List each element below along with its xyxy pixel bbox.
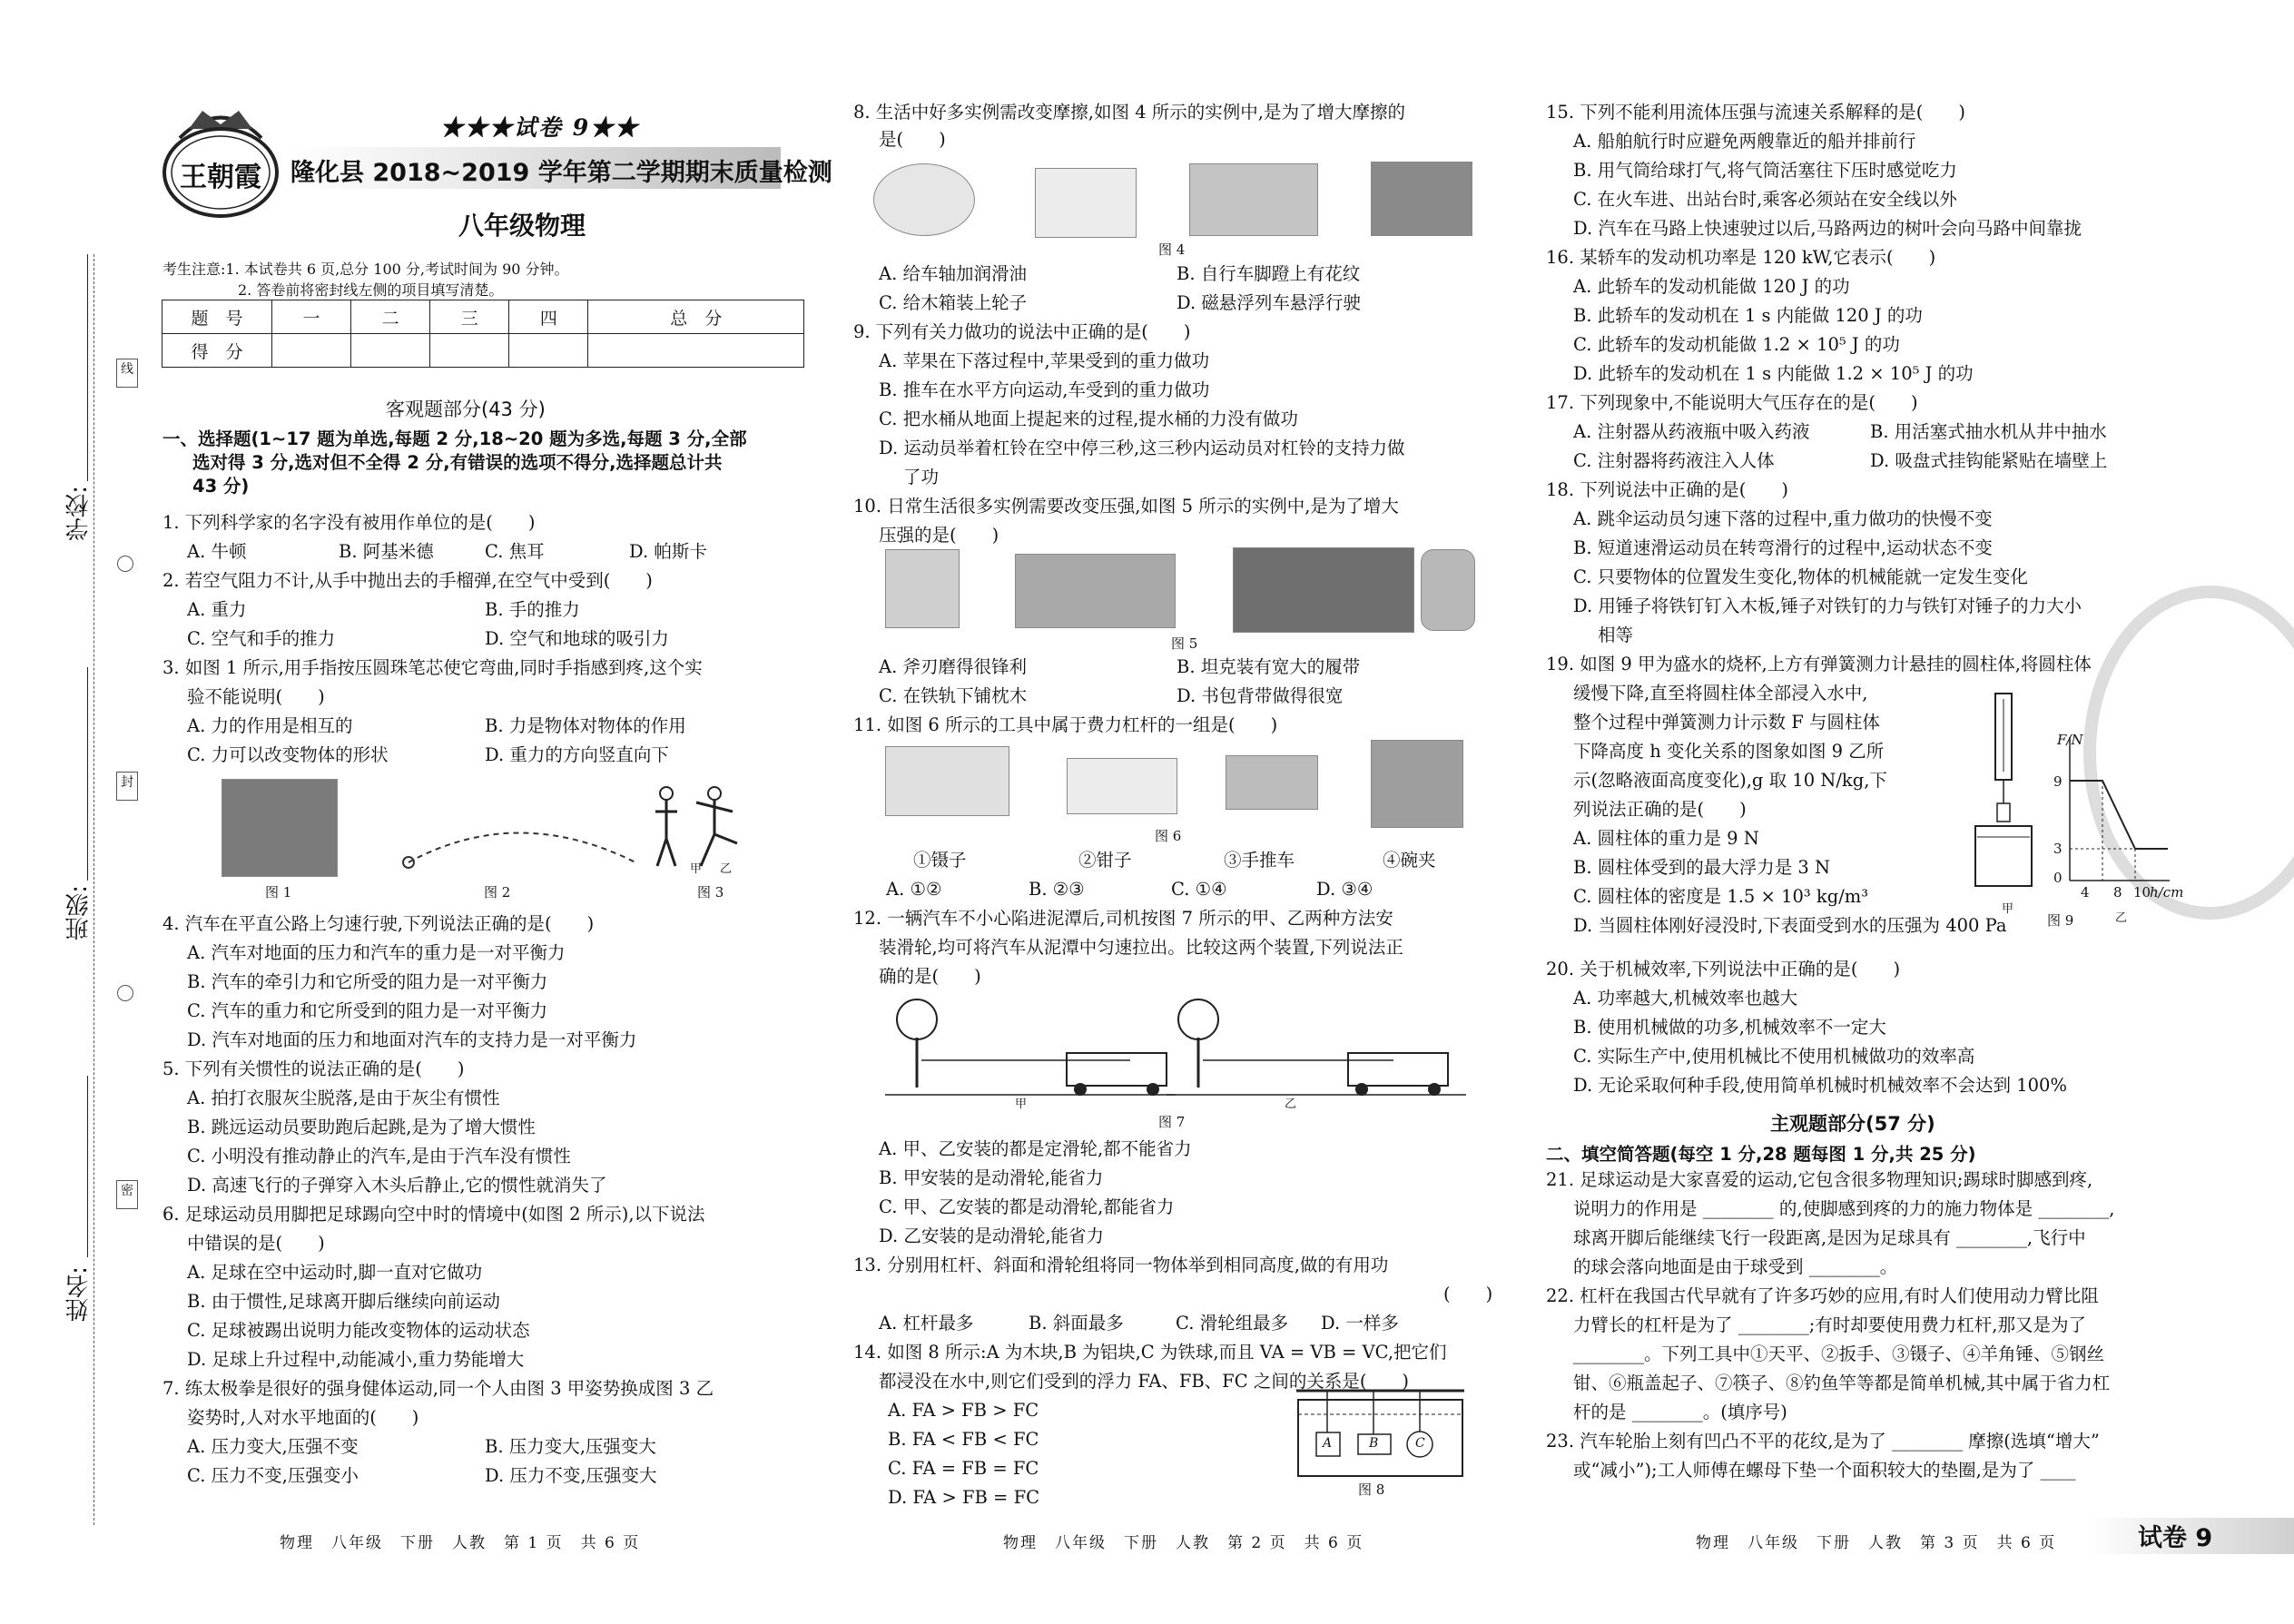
question-19: 列说法正确的是( ) xyxy=(1573,799,1747,820)
question-5: 5. 下列有关惯性的说法正确的是( ) xyxy=(162,1058,465,1079)
question-21[interactable]: 的球会落向地面是由于球受到 ________。 xyxy=(1573,1256,1898,1277)
q8-option[interactable]: B. 自行车脚蹬上有花纹 xyxy=(1177,263,1361,284)
q4-option[interactable]: B. 汽车的牵引力和它所受的阻力是一对平衡力 xyxy=(187,971,548,992)
score-cell[interactable] xyxy=(430,334,509,368)
q3-option[interactable]: B. 力是物体对物体的作用 xyxy=(485,715,686,736)
figure-6-bowl-clip xyxy=(1371,740,1463,828)
q7-option[interactable]: B. 压力变大,压强变大 xyxy=(485,1436,656,1457)
figure-5-rails xyxy=(1233,547,1414,633)
q5-option[interactable]: D. 高速飞行的子弹穿入木头后静止,它的惯性就消失了 xyxy=(187,1175,607,1196)
name-field[interactable] xyxy=(87,1076,88,1257)
question-14: 14. 如图 8 所示:A 为木块,B 为铝块,C 为铁球,而且 VA = VB = VC,把它们 xyxy=(853,1342,1447,1363)
question-22[interactable]: 力臂长的杠杆是为了 ________;有时却要使用费力杠杆,那又是为了 xyxy=(1573,1314,2086,1335)
figure-3-caption: 图 3 xyxy=(697,884,724,901)
figure-8-label-c: C xyxy=(1415,1436,1425,1451)
q14-option[interactable]: A. FA > FB > FC xyxy=(888,1400,1039,1421)
class-field[interactable] xyxy=(87,667,88,881)
page-footer-3: 物理 八年级 下册 人教 第 3 页 共 6 页 xyxy=(1696,1534,2057,1552)
question-17: 17. 下列现象中,不能说明大气压存在的是( ) xyxy=(1546,392,1918,413)
question-10: 10. 日常生活很多实例需要改变压强,如图 5 所示的实例中,是为了增大 xyxy=(853,496,1399,517)
q19-option[interactable]: D. 当圆柱体刚好浸没时,下表面受到水的压强为 400 Pa xyxy=(1573,915,2007,936)
q9-option-cont: 了功 xyxy=(903,467,940,487)
q20-option[interactable]: D. 无论采取何种手段,使用简单机械时机械效率不会达到 100% xyxy=(1573,1075,2067,1096)
q4-option[interactable]: A. 汽车对地面的压力和汽车的重力是一对平衡力 xyxy=(187,942,566,963)
score-table xyxy=(162,300,804,368)
q11-tool: ③手推车 xyxy=(1224,850,1295,871)
figure-1-photo xyxy=(222,779,338,877)
figure-5-backpack xyxy=(1421,549,1475,631)
question-19: 下降高度 h 变化关系的图象如图 9 乙所 xyxy=(1573,741,1885,762)
binding-hole xyxy=(117,985,133,1001)
score-cell[interactable] xyxy=(509,334,588,368)
figure-9-sub-b: 乙 xyxy=(2115,911,2128,925)
brand-logo xyxy=(153,102,289,229)
q2-option[interactable]: C. 空气和手的推力 xyxy=(187,628,336,649)
question-18: 18. 下列说法中正确的是( ) xyxy=(1546,479,1788,500)
question-12: 装滑轮,均可将汽车从泥潭中匀速拉出。比较这两个装置,下列说法正 xyxy=(879,937,1403,958)
q11-option[interactable]: B. ②③ xyxy=(1029,879,1085,900)
question-16: 16. 某轿车的发动机功率是 120 kW,它表示( ) xyxy=(1546,247,1936,268)
q19-option[interactable]: B. 圆柱体受到的最大浮力是 3 N xyxy=(1573,857,1831,878)
figure-2-drawing xyxy=(390,812,645,876)
question-6: 中错误的是( ) xyxy=(187,1233,325,1254)
score-cell[interactable] xyxy=(272,334,351,368)
q12-option[interactable]: B. 甲安装的是动滑轮,能省力 xyxy=(879,1167,1104,1188)
q16-option[interactable]: A. 此轿车的发动机能做 120 J 的功 xyxy=(1573,276,1850,297)
question-13: ( ) xyxy=(1443,1284,1493,1304)
q9-option[interactable]: D. 运动员举着杠铃在空中停三秒,这三秒内运动员对杠铃的支持力做 xyxy=(879,438,1405,458)
q5-option[interactable]: B. 跳远运动员要助跑后起跳,是为了增大惯性 xyxy=(187,1117,536,1137)
q10-option[interactable]: B. 坦克装有宽大的履带 xyxy=(1177,656,1361,677)
figure-9-beaker xyxy=(1970,690,2033,899)
q18-option-cont: 相等 xyxy=(1598,625,1634,645)
notice-1: 考生注意:1. 本试卷共 6 页,总分 100 分,考试时间为 90 分钟。 xyxy=(162,261,569,278)
question-6: 6. 足球运动员用脚把足球踢向空中时的情境中(如图 2 所示),以下说法 xyxy=(162,1204,705,1225)
figure-3-sub-b: 乙 xyxy=(720,862,733,876)
q12-option[interactable]: D. 乙安装的是动滑轮,能省力 xyxy=(879,1225,1105,1246)
q1-option[interactable]: D. 帕斯卡 xyxy=(629,541,707,562)
q13-option[interactable]: A. 杠杆最多 xyxy=(879,1313,974,1334)
figure-9-xtick: 4 xyxy=(2081,884,2090,901)
q12-option[interactable]: C. 甲、乙安装的都是动滑轮,都能省力 xyxy=(879,1196,1175,1217)
question-19: 缓慢下降,直至将圆柱体全部浸入水中, xyxy=(1573,683,1868,704)
figure-9-xtick: 10 xyxy=(2133,884,2151,901)
figure-4-train xyxy=(1371,162,1472,236)
question-23[interactable]: 23. 汽车轮胎上刻有凹凸不平的花纹,是为了 ________ 摩擦(选填“增大” xyxy=(1546,1431,2100,1452)
question-21[interactable]: 说明力的作用是 ________ 的,使脚感到疼的力的施力物体是 ________, xyxy=(1573,1198,2115,1219)
figure-7-sub-b: 乙 xyxy=(1285,1097,1297,1111)
figure-4-caption: 图 4 xyxy=(1158,241,1186,258)
q4-option[interactable]: C. 汽车的重力和它所受到的阻力是一对平衡力 xyxy=(187,1000,548,1021)
score-header: 二 xyxy=(351,300,430,334)
figure-9-ytick: 0 xyxy=(2053,870,2063,886)
q17-option[interactable]: A. 注射器从药液瓶中吸入药液 xyxy=(1573,421,1810,442)
q7-option[interactable]: C. 压力不变,压强变小 xyxy=(187,1465,359,1486)
q11-tool: ④碗夹 xyxy=(1383,850,1436,871)
q18-option[interactable]: B. 短道速滑运动员在转弯滑行的过程中,运动状态不变 xyxy=(1573,537,1993,558)
question-1: 1. 下列科学家的名字没有被用作单位的是( ) xyxy=(162,512,536,533)
q12-option[interactable]: A. 甲、乙安装的都是定滑轮,都不能省力 xyxy=(879,1138,1192,1159)
q13-option[interactable]: B. 斜面最多 xyxy=(1029,1313,1124,1334)
figure-9-ytick: 3 xyxy=(2053,841,2063,857)
figure-9-sub-a: 甲 xyxy=(2002,902,2014,916)
figure-5-tank xyxy=(1015,554,1176,628)
q8-option[interactable]: D. 磁悬浮列车悬浮行驶 xyxy=(1177,292,1361,313)
q20-option[interactable]: A. 功率越大,机械效率也越大 xyxy=(1573,988,1798,1009)
q15-option[interactable]: B. 用气筒给球打气,将气筒活塞往下压时感觉吃力 xyxy=(1573,160,1957,181)
question-9: 9. 下列有关力做功的说法中正确的是( ) xyxy=(853,321,1191,342)
q19-option[interactable]: A. 圆柱体的重力是 9 N xyxy=(1573,828,1759,849)
figure-5-axe xyxy=(885,549,960,628)
score-row-label: 得 分 xyxy=(162,334,272,368)
score-cell[interactable] xyxy=(351,334,430,368)
q11-option[interactable]: D. ③④ xyxy=(1316,879,1373,900)
score-header: 总 分 xyxy=(588,300,804,334)
question-21[interactable]: 球离开脚后能继续飞行一段距离,是因为足球具有 ________,飞行中 xyxy=(1573,1227,2086,1248)
question-14: 都浸没在水中,则它们受到的浮力 FA、FB、FC 之间的关系是( ) xyxy=(879,1371,1410,1392)
q15-option[interactable]: A. 船舶航行时应避免两艘靠近的船并排前行 xyxy=(1573,131,1916,152)
section-2-heading: 二、填空简答题(每空 1 分,28 题每图 1 分,共 25 分) xyxy=(1546,1144,1976,1165)
class-label: 班级: xyxy=(65,885,93,940)
question-15: 15. 下列不能利用流体压强与流速关系解释的是( ) xyxy=(1546,102,1965,123)
figure-7-sub-a: 甲 xyxy=(1015,1097,1028,1111)
question-22: 22. 杠杆在我国古代早就有了许多巧妙的应用,有时人们使用动力臂比阻 xyxy=(1546,1285,2099,1306)
figure-8-label-b: B xyxy=(1369,1436,1379,1451)
question-7: 7. 练太极拳是很好的强身健体运动,同一个人由图 3 甲姿势换成图 3 乙 xyxy=(162,1378,714,1399)
question-3: 验不能说明( ) xyxy=(187,686,325,707)
corner-label: 试卷 9 xyxy=(2138,1524,2213,1552)
q17-option[interactable]: D. 吸盘式挂钩能紧贴在墙壁上 xyxy=(1870,450,2108,471)
question-19: 整个过程中弹簧测力计示数 F 与圆柱体 xyxy=(1573,712,1880,733)
figure-8-caption: 图 8 xyxy=(1358,1481,1385,1498)
seal-mark-seal: 封 xyxy=(116,772,138,801)
figure-6-tweezers xyxy=(885,746,1009,816)
figure-9-xtick: 8 xyxy=(2113,884,2122,901)
q16-option[interactable]: B. 此轿车的发动机在 1 s 内能做 120 J 的功 xyxy=(1573,305,1923,326)
question-7: 姿势时,人对水平地面的( ) xyxy=(187,1407,419,1428)
figure-2-caption: 图 2 xyxy=(484,884,511,901)
q10-option[interactable]: D. 书包背带做得很宽 xyxy=(1177,685,1344,706)
q11-tool: ②钳子 xyxy=(1078,850,1132,871)
question-8: 8. 生活中好多实例需改变摩擦,如图 4 所示的实例中,是为了增大摩擦的 xyxy=(853,102,1406,123)
q19-option[interactable]: C. 圆柱体的密度是 1.5 × 10³ kg/m³ xyxy=(1573,886,1869,907)
q14-option[interactable]: B. FA < FB < FC xyxy=(888,1429,1039,1450)
school-field[interactable] xyxy=(87,254,88,481)
question-22: 钳、⑥瓶盖起子、⑦筷子、⑧钓鱼竿等都是简单机械,其中属于省力杠 xyxy=(1573,1373,2111,1393)
q6-option[interactable]: D. 足球上升过程中,动能减小,重力势能增大 xyxy=(187,1349,525,1370)
q11-option[interactable]: C. ①④ xyxy=(1171,879,1227,900)
q1-option[interactable]: C. 焦耳 xyxy=(485,541,545,562)
q3-option[interactable]: C. 力可以改变物体的形状 xyxy=(187,744,389,765)
q6-option[interactable]: C. 足球被踢出说明力能改变物体的运动状态 xyxy=(187,1320,530,1341)
subject-title: 八年级物理 xyxy=(458,211,586,241)
q10-option[interactable]: A. 斧刃磨得很锋利 xyxy=(879,656,1027,677)
q13-option[interactable]: D. 一样多 xyxy=(1321,1313,1399,1334)
q6-option[interactable]: A. 足球在空中运动时,脚一直对它做功 xyxy=(187,1262,483,1283)
q7-option[interactable]: A. 压力变大,压强不变 xyxy=(187,1436,359,1457)
q1-option[interactable]: A. 牛顿 xyxy=(187,541,247,562)
q15-option[interactable]: D. 汽车在马路上快速驶过以后,马路两边的树叶会向马路中间靠拢 xyxy=(1573,218,2082,239)
question-19: 示(忽略液面高度变化),g 取 10 N/kg,下 xyxy=(1573,770,1887,791)
section-1-heading: 一、选择题(1~17 题为单选,每题 2 分,18~20 题为多选,每题 3 分,全部 xyxy=(162,428,747,449)
q5-option[interactable]: A. 拍打衣服灰尘脱落,是由于灰尘有惯性 xyxy=(187,1088,500,1108)
figure-6-caption: 图 6 xyxy=(1155,828,1182,844)
question-10: 压强的是( ) xyxy=(879,525,999,546)
q14-option[interactable]: C. FA = FB = FC xyxy=(888,1458,1039,1479)
q1-option[interactable]: B. 阿基米德 xyxy=(339,541,434,562)
seal-mark-secret: 密 xyxy=(116,1180,138,1209)
series-label: ★★★试卷 9★★ xyxy=(440,114,640,141)
q8-option[interactable]: A. 给车轴加润滑油 xyxy=(879,263,1027,284)
question-22[interactable]: 杆的是 ________。(填序号) xyxy=(1573,1402,1787,1422)
score-header: 四 xyxy=(509,300,588,334)
seal-mark-line: 线 xyxy=(116,359,138,388)
figure-4-wheel xyxy=(873,163,975,236)
q11-option[interactable]: A. ①② xyxy=(886,879,942,900)
score-header: 一 xyxy=(272,300,351,334)
binding-hole xyxy=(117,556,133,572)
score-header: 三 xyxy=(430,300,509,334)
question-22[interactable]: ________。下列工具中①天平、②扳手、③镊子、④羊角锤、⑤钢丝 xyxy=(1573,1343,2105,1364)
subjective-title: 主观题部分(57 分) xyxy=(1770,1113,1935,1135)
q15-option[interactable]: C. 在火车进、出站台时,乘客必须站在安全线以外 xyxy=(1573,189,1957,210)
q2-option[interactable]: B. 手的推力 xyxy=(485,599,580,620)
q3-option[interactable]: A. 力的作用是相互的 xyxy=(187,715,353,736)
q9-option[interactable]: B. 推车在水平方向运动,车受到的重力做功 xyxy=(879,379,1210,400)
name-label: 姓名: xyxy=(65,1266,93,1322)
q6-option[interactable]: B. 由于惯性,足球离开脚后继续向前运动 xyxy=(187,1291,500,1312)
q4-option[interactable]: D. 汽车对地面的压力和地面对汽车的支持力是一对平衡力 xyxy=(187,1029,637,1050)
objective-title: 客观题部分(43 分) xyxy=(386,399,546,420)
q18-option[interactable]: D. 用锤子将铁钉钉入木板,锤子对铁钉的力与铁钉对锤子的力大小 xyxy=(1573,595,2082,616)
score-cell[interactable] xyxy=(588,334,804,368)
figure-1-caption: 图 1 xyxy=(265,884,292,901)
q20-option[interactable]: B. 使用机械做的功多,机械效率不一定大 xyxy=(1573,1017,1886,1038)
figure-8-drawing xyxy=(1296,1387,1464,1478)
q2-option[interactable]: A. 重力 xyxy=(187,599,247,620)
question-12: 确的是( ) xyxy=(879,966,981,987)
question-11: 11. 如图 6 所示的工具中属于费力杠杆的一组是( ) xyxy=(853,714,1278,735)
notice-2: 2. 答卷前将密封线左侧的项目填写清楚。 xyxy=(238,281,504,299)
question-19: 19. 如图 9 甲为盛水的烧杯,上方有弹簧测力计悬挂的圆柱体,将圆柱体 xyxy=(1546,654,2092,674)
score-header: 题 号 xyxy=(162,300,272,334)
question-12: 12. 一辆汽车不小心陷进泥潭后,司机按图 7 所示的甲、乙两种方法安 xyxy=(853,908,1393,929)
question-21: 21. 足球运动是大家喜爱的运动,它包含很多物理知识;踢球时脚感到疼, xyxy=(1546,1169,2093,1190)
figure-4-bicycle xyxy=(1035,168,1137,238)
section-1-heading: 选对得 3 分,选对但不全得 2 分,有错误的选项不得分,选择题总计共 xyxy=(192,452,723,473)
q16-option[interactable]: C. 此轿车的发动机能做 1.2 × 10⁵ J 的功 xyxy=(1573,334,1900,355)
figure-4-box xyxy=(1189,163,1318,236)
page-footer-1: 物理 八年级 下册 人教 第 1 页 共 6 页 xyxy=(280,1534,641,1552)
figure-7-caption: 图 7 xyxy=(1158,1114,1186,1130)
figure-3-sub-a: 甲 xyxy=(690,862,703,876)
question-3: 3. 如图 1 所示,用手指按压圆珠笔芯使它弯曲,同时手指感到疼,这个实 xyxy=(162,657,703,678)
q14-option[interactable]: D. FA > FB = FC xyxy=(888,1487,1040,1508)
q10-option[interactable]: C. 在铁轨下铺枕木 xyxy=(879,685,1028,706)
q11-tool: ①镊子 xyxy=(913,850,967,871)
figure-8-label-a: A xyxy=(1323,1436,1333,1451)
q3-option[interactable]: D. 重力的方向竖直向下 xyxy=(485,744,669,765)
figure-6-wheelbarrow xyxy=(1226,755,1318,810)
figure-9-xlabel: h/cm xyxy=(2150,884,2184,901)
q18-option[interactable]: C. 只要物体的位置发生变化,物体的机械能就一定发生变化 xyxy=(1573,566,2028,587)
question-8: 是( ) xyxy=(879,129,946,150)
exam-title: 隆化县 2018~2019 学年第二学期期末质量检测 xyxy=(290,159,832,187)
figure-9-ytick: 9 xyxy=(2053,773,2063,790)
figure-9-ylabel: F/N xyxy=(2057,732,2083,748)
question-20: 20. 关于机械效率,下列说法中正确的是( ) xyxy=(1546,959,1901,979)
question-23[interactable]: 或“减小”);工人师傅在螺母下垫一个面积较大的垫圈,是为了 ____ xyxy=(1573,1460,2076,1481)
q20-option[interactable]: C. 实际生产中,使用机械比不使用机械做功的效率高 xyxy=(1573,1046,1975,1067)
question-2: 2. 若空气阻力不计,从手中抛出去的手榴弹,在空气中受到( ) xyxy=(162,570,653,591)
section-1-heading: 43 分) xyxy=(192,476,250,497)
q2-option[interactable]: D. 空气和地球的吸引力 xyxy=(485,628,669,649)
question-4: 4. 汽车在平直公路上匀速行驶,下列说法正确的是( ) xyxy=(162,913,595,934)
q8-option[interactable]: C. 给木箱装上轮子 xyxy=(879,292,1028,313)
figure-5-caption: 图 5 xyxy=(1171,635,1198,652)
q9-option[interactable]: C. 把水桶从地面上提起来的过程,提水桶的力没有做功 xyxy=(879,408,1298,429)
page-footer-2: 物理 八年级 下册 人教 第 2 页 共 6 页 xyxy=(1003,1534,1364,1552)
q17-option[interactable]: B. 用活塞式抽水机从井中抽水 xyxy=(1870,421,2107,442)
q13-option[interactable]: C. 滑轮组最多 xyxy=(1176,1313,1289,1334)
school-label: 学校: xyxy=(65,486,93,541)
q7-option[interactable]: D. 压力不变,压强变大 xyxy=(485,1465,657,1486)
q17-option[interactable]: C. 注射器将药液注入人体 xyxy=(1573,450,1775,471)
q5-option[interactable]: C. 小明没有推动静止的汽车,是由于汽车没有惯性 xyxy=(187,1146,571,1166)
figure-9-caption: 图 9 xyxy=(2047,912,2074,929)
brand-name: 王朝霞 xyxy=(180,162,261,193)
q16-option[interactable]: D. 此轿车的发动机在 1 s 内能做 1.2 × 10⁵ J 的功 xyxy=(1573,363,1974,384)
q9-option[interactable]: A. 苹果在下落过程中,苹果受到的重力做功 xyxy=(879,350,1210,371)
question-13: 13. 分别用杠杆、斜面和滑轮组将同一物体举到相同高度,做的有用功 xyxy=(853,1255,1389,1275)
q18-option[interactable]: A. 跳伞运动员匀速下落的过程中,重力做功的快慢不变 xyxy=(1573,508,1993,529)
figure-7-drawing xyxy=(885,997,1475,1101)
figure-6-pliers xyxy=(1067,758,1177,814)
